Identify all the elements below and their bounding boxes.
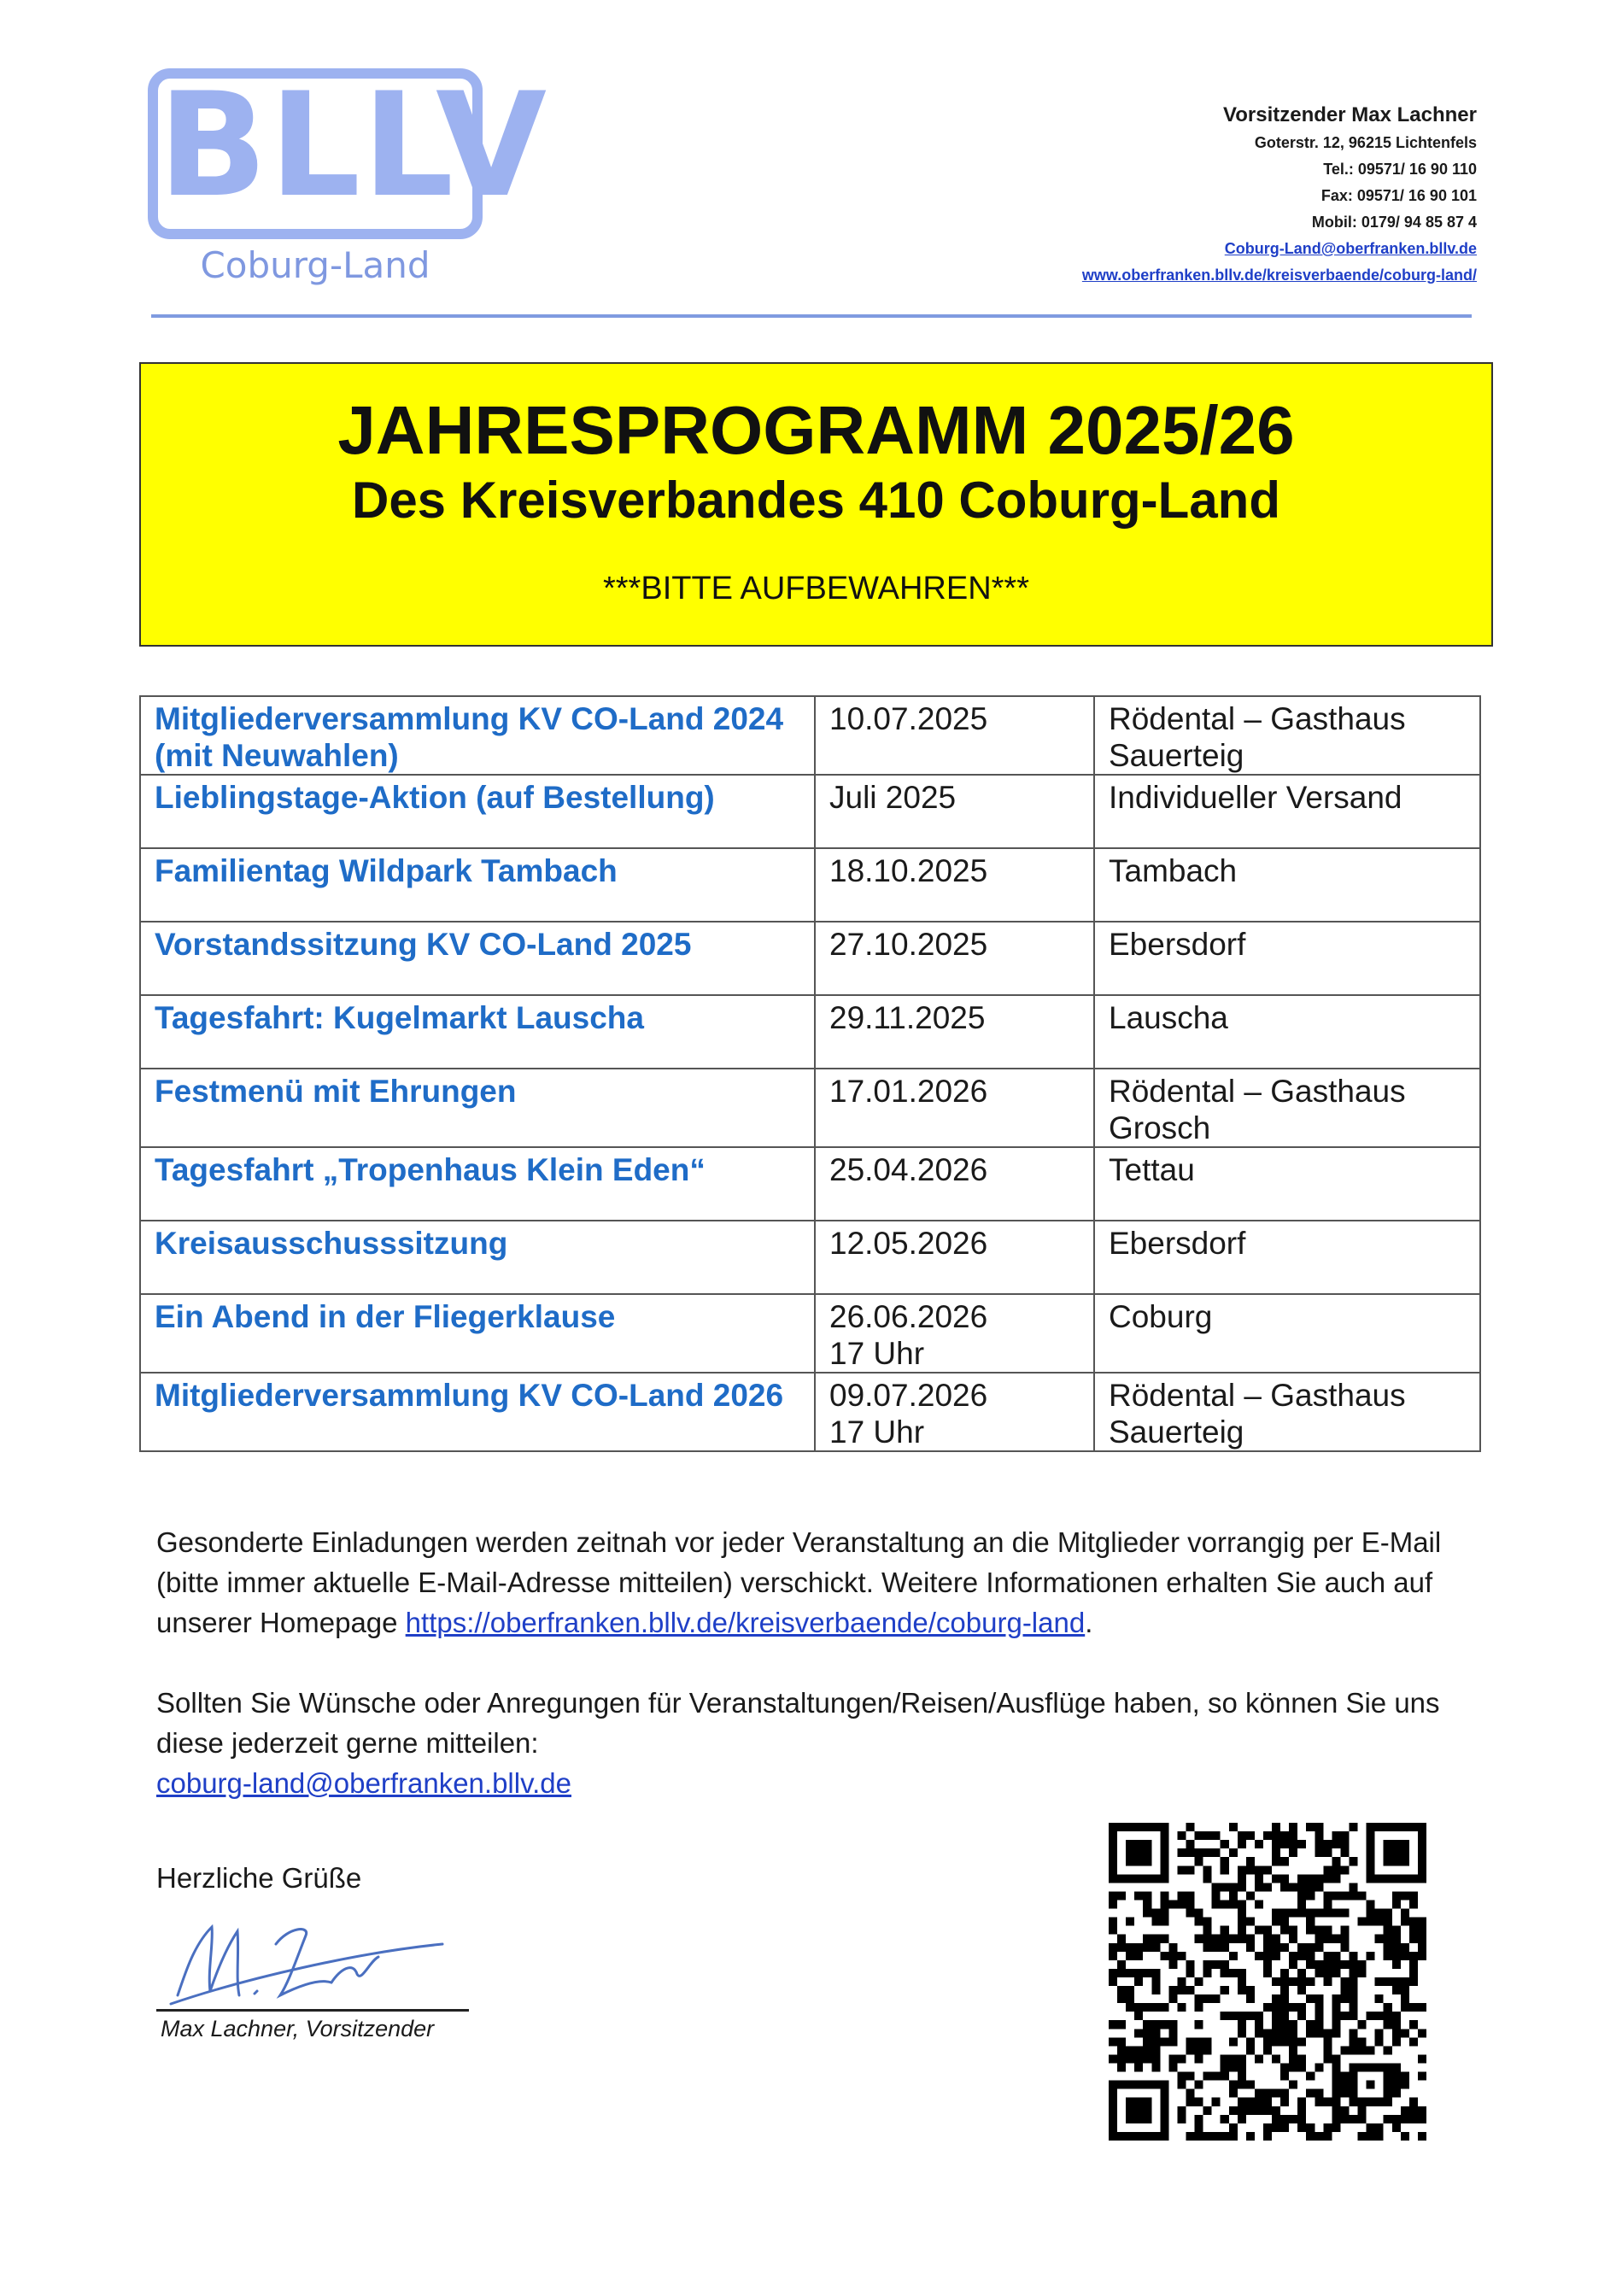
contact-fax: Fax: 09571/ 16 90 101 bbox=[1320, 187, 1477, 204]
event-date-time bbox=[815, 1373, 1094, 1451]
signature-line bbox=[156, 2009, 469, 2012]
greeting: Herzliche Grüße bbox=[156, 1862, 362, 1894]
event-date: 17.01.2026 bbox=[815, 1069, 1094, 1147]
header-divider bbox=[151, 314, 1472, 318]
event-location: Rödental – Gasthaus Sauerteig bbox=[1094, 1373, 1480, 1451]
contact-website-link[interactable]: www.oberfranken.bllv.de/kreisverbaende/coburg-land/ bbox=[1081, 266, 1477, 284]
event-name: Tagesfahrt: Kugelmarkt Lauscha bbox=[140, 995, 815, 1069]
feedback-text: Sollten Sie Wünsche oder Anregungen für Veranstaltungen/Reisen/Ausflüge haben, so können Sie uns diese jederzeit gerne mitteilen: bbox=[156, 1687, 1440, 1759]
homepage-link[interactable]: https://oberfranken.bllv.de/kreisverbaende/coburg-land bbox=[405, 1607, 1086, 1638]
table-row bbox=[140, 848, 1480, 922]
event-name: Mitgliederversammlung KV CO-Land 2026 bbox=[140, 1373, 815, 1451]
table-row bbox=[140, 775, 1480, 848]
event-date: 25.04.2026 bbox=[815, 1147, 1094, 1221]
event-date: 10.07.2025 bbox=[815, 696, 1094, 775]
table-row bbox=[140, 995, 1480, 1069]
logo-text: BLLV bbox=[158, 62, 549, 229]
table-row bbox=[140, 1069, 1480, 1147]
contact-name: Vorsitzender Max Lachner bbox=[1223, 103, 1477, 126]
signature-image bbox=[161, 1910, 451, 2017]
event-date: 09.07.2026 bbox=[829, 1378, 988, 1413]
contact-phone: Tel.: 09571/ 16 90 110 bbox=[1323, 161, 1477, 178]
contact-mobile: Mobil: 0179/ 94 85 87 4 bbox=[1311, 214, 1477, 231]
event-date: Juli 2025 bbox=[815, 775, 1094, 848]
feedback-email-link[interactable]: coburg-land@oberfranken.bllv.de bbox=[156, 1767, 572, 1799]
event-location: Tettau bbox=[1094, 1147, 1480, 1221]
title-banner bbox=[139, 362, 1493, 647]
page-title: JAHRESPROGRAMM 2025/26 bbox=[337, 392, 1295, 468]
event-location: Coburg bbox=[1094, 1294, 1480, 1373]
event-location: Individueller Versand bbox=[1094, 775, 1480, 848]
info-paragraph bbox=[156, 1522, 1489, 1643]
info-text: Gesonderte Einladungen werden zeitnah vor jeder Veranstaltung an die Mitglieder vorrangig per E-Mail (bitte immer aktuelle E-Mail-Adresse mitteilen) verschickt. Weitere Informationen erhalten Sie auch auf unserer Homepage bbox=[156, 1526, 1442, 1638]
contact-address: Goterstr. 12, 96215 Lichtenfels bbox=[1254, 134, 1477, 151]
event-date: 12.05.2026 bbox=[815, 1221, 1094, 1294]
contact-email-link[interactable]: Coburg-Land@oberfranken.bllv.de bbox=[1224, 240, 1477, 257]
event-location: Rödental – Gasthaus Sauerteig bbox=[1094, 696, 1480, 775]
events-table bbox=[139, 695, 1481, 1452]
event-name: Vorstandssitzung KV CO-Land 2025 bbox=[140, 922, 815, 995]
qr-code bbox=[1109, 1823, 1426, 2145]
feedback-paragraph bbox=[156, 1683, 1489, 1803]
table-row bbox=[140, 1221, 1480, 1294]
table-row bbox=[140, 1294, 1480, 1373]
signature-name: Max Lachner, Vorsitzender bbox=[161, 2016, 435, 2041]
logo-subtitle: Coburg-Land bbox=[200, 244, 430, 286]
event-time: 17 Uhr bbox=[829, 1414, 925, 1450]
keep-note: ***BITTE AUFBEWAHREN*** bbox=[602, 571, 1030, 606]
event-date: 29.11.2025 bbox=[815, 995, 1094, 1069]
event-time: 17 Uhr bbox=[829, 1336, 925, 1371]
event-name: Festmenü mit Ehrungen bbox=[140, 1069, 815, 1147]
page-subtitle: Des Kreisverbandes 410 Coburg-Land bbox=[351, 472, 1280, 529]
event-date: 18.10.2025 bbox=[815, 848, 1094, 922]
table-row bbox=[140, 922, 1480, 995]
info-text-end: . bbox=[1085, 1607, 1093, 1638]
event-name: Mitgliederversammlung KV CO-Land 2024 (mit Neuwahlen) bbox=[140, 696, 815, 775]
event-location: Ebersdorf bbox=[1094, 1221, 1480, 1294]
event-location: Ebersdorf bbox=[1094, 922, 1480, 995]
event-name: Lieblingstage-Aktion (auf Bestellung) bbox=[140, 775, 815, 848]
event-name: Ein Abend in der Fliegerklause bbox=[140, 1294, 815, 1373]
event-location: Lauscha bbox=[1094, 995, 1480, 1069]
event-name: Familientag Wildpark Tambach bbox=[140, 848, 815, 922]
event-name: Tagesfahrt „Tropenhaus Klein Eden“ bbox=[140, 1147, 815, 1221]
bllv-logo bbox=[148, 62, 549, 239]
table-row bbox=[140, 1147, 1480, 1221]
event-date: 27.10.2025 bbox=[815, 922, 1094, 995]
event-date: 26.06.2026 bbox=[829, 1299, 988, 1334]
event-location: Rödental – Gasthaus Grosch bbox=[1094, 1069, 1480, 1147]
event-location: Tambach bbox=[1094, 848, 1480, 922]
table-row bbox=[140, 696, 1480, 775]
table-row bbox=[140, 1373, 1480, 1451]
contact-block bbox=[1082, 101, 1477, 289]
event-name: Kreisausschusssitzung bbox=[140, 1221, 815, 1294]
event-date-time bbox=[815, 1294, 1094, 1373]
